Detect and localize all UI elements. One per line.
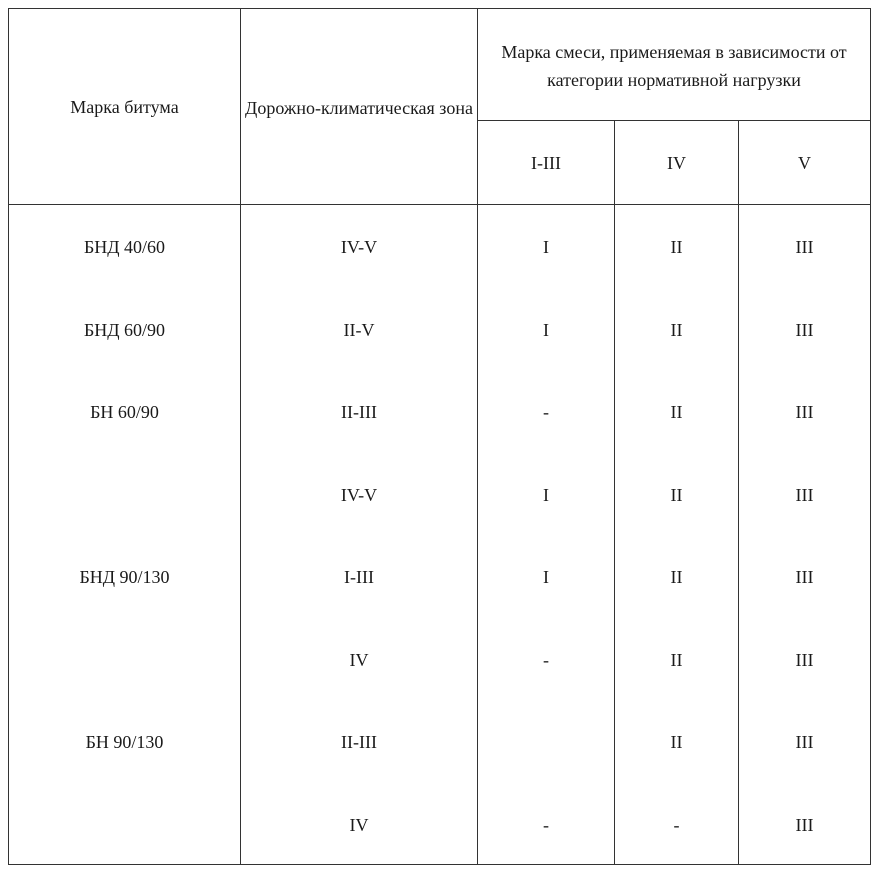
header-climatic-zone (241, 66, 477, 150)
header-mix-grade-group-label: Марка смеси, применяемая в зависимости от категории нормативной нагрузки (501, 42, 847, 90)
header-load-category-2-label: IV (667, 152, 686, 173)
zone-label: IV-V (340, 485, 378, 505)
mix-cell (739, 728, 870, 756)
mix-label: II (670, 485, 683, 505)
mix-label: - (543, 402, 549, 422)
mix-cell (615, 646, 738, 674)
header-load-category-3 (739, 121, 870, 204)
mix-cell (478, 646, 614, 674)
zone-cell (241, 233, 477, 261)
header-bitumen-grade-label: Марка битума (70, 96, 179, 117)
mix-label: I (543, 237, 549, 257)
mix-label: I (543, 485, 549, 505)
header-load-category-3-label: V (798, 152, 811, 173)
mix-cell (615, 811, 738, 839)
mix-cell (615, 316, 738, 344)
mix-cell (739, 316, 870, 344)
zone-label: I-III (344, 567, 374, 587)
mix-cell (478, 481, 614, 509)
mix-label: III (795, 732, 814, 752)
bitumen-grade-cell (9, 563, 240, 591)
mix-cell (739, 398, 870, 426)
mix-label: II (670, 732, 683, 752)
mix-cell (615, 728, 738, 756)
mix-cell (739, 233, 870, 261)
mix-label: III (795, 320, 814, 340)
mix-cell (739, 646, 870, 674)
mix-label: II (670, 567, 683, 587)
header-load-category-1 (478, 121, 614, 204)
header-bottom-border (8, 204, 871, 205)
mix-cell (478, 233, 614, 261)
header-load-category-2 (615, 121, 738, 204)
zone-cell (241, 481, 477, 509)
mix-label: II (670, 320, 683, 340)
header-load-category-1-label: I-III (531, 152, 561, 173)
mix-label: III (795, 650, 814, 670)
bitumen-grade-cell (9, 233, 240, 261)
mix-label: II (670, 237, 683, 257)
mix-label: II (670, 650, 683, 670)
table-bottom-border (8, 864, 871, 865)
mix-cell (478, 563, 614, 591)
zone-label: II-V (343, 320, 375, 340)
bitumen-grade-cell (9, 316, 240, 344)
header-climatic-zone-label: Дорожно-климатическая зона (245, 98, 473, 118)
mix-label: III (795, 237, 814, 257)
bitumen-grade-label: БН 60/90 (90, 402, 159, 422)
mix-cell (615, 481, 738, 509)
mix-label: II (670, 402, 683, 422)
table-right-border (870, 8, 871, 865)
zone-cell (241, 728, 477, 756)
bitumen-grade-label: БН 90/130 (85, 732, 164, 752)
mix-cell (478, 316, 614, 344)
mix-cell (615, 398, 738, 426)
mix-cell (615, 233, 738, 261)
zone-cell (241, 563, 477, 591)
zone-label: IV-V (340, 237, 378, 257)
mix-label: III (795, 485, 814, 505)
mix-label: - (673, 815, 680, 835)
mix-cell (739, 563, 870, 591)
mix-label: III (795, 402, 814, 422)
zone-cell (241, 646, 477, 674)
mix-cell (615, 563, 738, 591)
bitumen-grade-label: БНД 60/90 (83, 320, 166, 340)
header-mix-grade-group (478, 37, 870, 95)
zone-label: II-III (341, 402, 377, 422)
mix-label: III (795, 815, 814, 835)
mix-cell (739, 481, 870, 509)
zone-cell (241, 398, 477, 426)
mix-label: - (543, 815, 549, 835)
zone-label: IV (349, 650, 369, 670)
mix-label: - (543, 650, 549, 670)
mix-cell (739, 811, 870, 839)
mix-label: III (795, 567, 814, 587)
header-bitumen-grade (9, 9, 240, 204)
zone-label: IV (349, 815, 369, 835)
mix-cell (478, 398, 614, 426)
mix-label: I (543, 320, 549, 340)
zone-cell (241, 811, 477, 839)
bitumen-grade-cell (9, 398, 240, 426)
bitumen-grade-cell (9, 728, 240, 756)
bitumen-grade-label: БНД 40/60 (83, 237, 166, 257)
bitumen-grade-label: БНД 90/130 (79, 567, 170, 587)
zone-cell (241, 316, 477, 344)
zone-label: II-III (341, 732, 377, 752)
mix-label: I (543, 567, 549, 587)
mix-cell (478, 728, 614, 756)
mix-cell (478, 811, 614, 839)
